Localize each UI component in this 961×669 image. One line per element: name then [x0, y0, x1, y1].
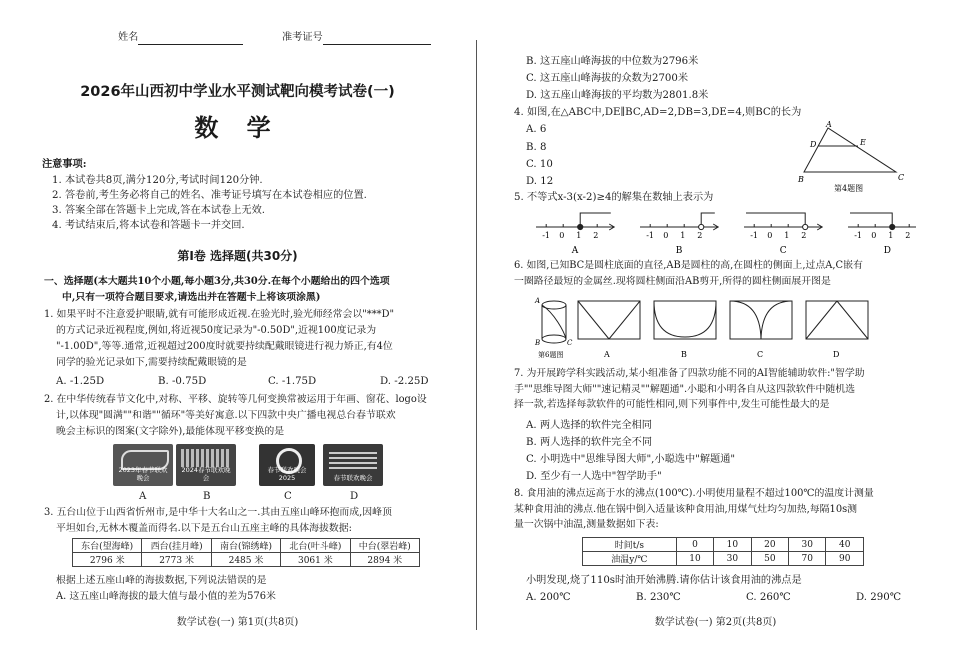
tick-label: -1: [854, 231, 862, 240]
tick-label: 2: [801, 231, 807, 240]
option-letter: C: [779, 246, 787, 256]
table-cell: 20: [751, 538, 788, 552]
q7-stem: 7. 为开展跨学科实践活动,某小组准备了四款功能不同的AI智能辅助软件:"智学助 手""思维导图大师""速记精灵""解题通".小聪和小明各自从这四款软件中随机选 择一款,若选择每款软件的可能性相同,则下列事件中,发生可能性最大的是: [514, 368, 865, 411]
table-cell: 2485 米: [211, 553, 280, 567]
q4-option-d[interactable]: D. 12: [526, 176, 554, 187]
table-header: 油温y/℃: [583, 552, 677, 566]
table-cell: 10: [714, 538, 751, 552]
left-footer: 数学试卷(一) 第1页(共8页): [176, 617, 299, 628]
page-divider: [476, 40, 477, 630]
q3-option-a[interactable]: A. 这五座山峰海拔的最大值与最小值的差为576米: [56, 591, 276, 602]
label-c: C: [898, 173, 905, 182]
ticket-blank[interactable]: [323, 33, 431, 45]
unfold-option-d[interactable]: [806, 301, 868, 359]
unfold-option-c[interactable]: [730, 301, 792, 359]
tick-label: 2: [593, 231, 599, 240]
unfold-option-a[interactable]: [578, 301, 640, 359]
tick-label: 0: [559, 231, 565, 240]
q1-line: "-1.00D",等等.通常,近视超过200度时就要持续配戴眼镜进行视力矫正,有4位: [56, 341, 393, 352]
q1-line: 1. 如果平时不注意爱护眼睛,就有可能形成近视.在验光时,验光师经常会以"***D": [44, 309, 395, 320]
svg-text:D: D: [833, 350, 840, 359]
option-letter: A: [571, 246, 579, 256]
right-page: [478, 0, 961, 669]
svg-text:B: B: [681, 350, 687, 359]
q2-option-a[interactable]: A: [139, 491, 147, 502]
section-intro: 中,只有一项符合题目要求,请选出并在答题卡上将该项涂黑): [62, 292, 321, 303]
q1-option-a[interactable]: A. -1.25D: [56, 376, 105, 387]
tick-label: 0: [767, 231, 773, 240]
q3-option-c[interactable]: C. 这五座山峰海拔的众数为2700米: [526, 73, 689, 84]
q4-caption: 第4题图: [834, 184, 864, 193]
label-b: B: [798, 175, 804, 184]
cylinder-figure: [534, 297, 573, 359]
logo-2023-image: 2023年春节联欢晚会: [113, 444, 173, 486]
tick-label: -1: [542, 231, 550, 240]
notice-item: 1. 本试卷共8页,满分120分,考试时间120分钟.: [52, 175, 263, 186]
q2-line: 计,以体现"圆满""和谐""循环"等美好寓意.以下四款中央广播电视总台春节联欢: [56, 410, 396, 421]
table-header: 中台(翠岩峰): [350, 539, 419, 553]
name-blank[interactable]: [138, 33, 243, 45]
svg-text:第6题图: 第6题图: [538, 351, 564, 359]
tick-label: -1: [646, 231, 654, 240]
table-cell: 90: [826, 552, 864, 566]
q5-stem: 5. 不等式x-3(x-2)≥4的解集在数轴上表示为: [514, 192, 714, 203]
table-header: 东台(望海峰): [73, 539, 142, 553]
q8-option-d[interactable]: D. 290℃: [856, 592, 902, 603]
table-cell: 2894 米: [350, 553, 419, 567]
table-header: 南台(锦绣峰): [211, 539, 280, 553]
q7-option-c[interactable]: C. 小明选中"思维导图大师",小聪选中"解题通": [526, 454, 736, 465]
svg-text:C: C: [567, 339, 573, 347]
tick-label: 2: [697, 231, 703, 240]
q8-stem: 8. 食用油的沸点远高于水的沸点(100℃).小明使用量程不超过100℃的温度计测量 某种食用油的沸点.他在锅中倒入适量该种食用油,用煤气灶均匀加热,每隔10s测 量一次锅中油温,测量数据如下表:: [514, 488, 874, 531]
q3-option-d[interactable]: D. 这五座山峰海拔的平均数为2801.8米: [526, 90, 709, 101]
label-a: A: [826, 120, 832, 129]
table-cell: 3061 米: [281, 553, 350, 567]
q2-option-b[interactable]: B: [203, 491, 211, 502]
q3-option-b[interactable]: B. 这五座山峰海拔的中位数为2796米: [526, 56, 699, 67]
q2-option-c[interactable]: C: [284, 491, 292, 502]
tick-label: 1: [784, 231, 790, 240]
q8-after: 小明发现,烧了110s时油开始沸腾.请你估计该食用油的沸点是: [526, 575, 802, 586]
table-header: 时间t/s: [583, 538, 677, 552]
q6-stem: 6. 如图,已知BC是圆柱底面的直径,AB是圆柱的高,在圆柱的侧面上,过点A,C嵌有 一圈路径最短的金属丝.现将圆柱侧面沿AB剪开,所得的圆柱侧面展开图是: [514, 260, 863, 287]
q3-line: 3. 五台山位于山西省忻州市,是中华十大名山之一.其由五座山峰环抱而成,因峰顶: [44, 507, 392, 518]
table-cell: 10: [676, 552, 713, 566]
table-cell: 2773 米: [142, 553, 211, 567]
notice-item: 3. 答案全部在答题卡上完成,答在本试卷上无效.: [52, 205, 265, 216]
number-line-option-c[interactable]: [744, 213, 822, 256]
q4-option-b[interactable]: B. 8: [526, 142, 547, 153]
q8-option-a[interactable]: A. 200℃: [526, 592, 571, 603]
left-page: [0, 0, 475, 669]
table-cell: 30: [714, 552, 751, 566]
q3-after: 根据上述五座山峰的海拔数据,下列说法错误的是: [56, 575, 267, 586]
q8-option-c[interactable]: C. 260℃: [746, 592, 791, 603]
table-header: 西台(挂月峰): [142, 539, 211, 553]
table-cell: 2796 米: [73, 553, 142, 567]
table-cell: 50: [751, 552, 788, 566]
svg-text:A: A: [535, 297, 541, 305]
right-footer: 数学试卷(一) 第2页(共8页): [654, 617, 777, 628]
exam-title: 2026年山西初中学业水平测试靶向模考试卷(一): [80, 84, 395, 100]
option-letter: D: [883, 246, 891, 256]
q7-option-b[interactable]: B. 两人选择的软件完全不同: [526, 437, 653, 448]
q1-option-c[interactable]: C. -1.75D: [268, 376, 317, 387]
q8-option-b[interactable]: B. 230℃: [636, 592, 681, 603]
label-d: D: [810, 140, 817, 149]
q1-option-b[interactable]: B. -0.75D: [158, 376, 207, 387]
subject-title: 数 学: [194, 114, 281, 142]
q1-line: 同学的验光记录如下,需要持续配戴眼镜的是: [56, 357, 247, 368]
table-cell: 40: [826, 538, 864, 552]
q2-line: 2. 在中华传统春节文化中,对称、平移、旋转等几何变换常被运用于年画、窗花、logo设: [44, 394, 427, 405]
q2-option-d[interactable]: D: [350, 491, 359, 502]
svg-text:A: A: [604, 350, 610, 359]
tick-label: 2: [905, 231, 911, 240]
peak-table: [72, 538, 420, 567]
q1-option-d[interactable]: D. -2.25D: [380, 376, 429, 387]
logo-2024-image: 2024春节联欢晚会: [176, 444, 236, 486]
ticket-field: 准考证号: [282, 30, 431, 45]
tick-label: 0: [871, 231, 877, 240]
q3-line: 平坦如台,无林木覆盖而得名.以下是五台山五座主峰的具体海拔数据:: [56, 523, 352, 534]
q2-line: 晚会主标识的图案(文字除外),最能体现平移变换的是: [56, 426, 285, 437]
name-field: 姓名: [118, 30, 243, 45]
tick-label: 1: [888, 231, 894, 240]
q6-cylinder-figures: [534, 293, 944, 365]
unfold-option-b[interactable]: [654, 301, 716, 359]
number-line-option-d[interactable]: [848, 213, 916, 256]
notice-heading: 注意事项:: [42, 158, 87, 170]
q5-number-lines: [536, 205, 916, 257]
q4-triangle-figure: [796, 120, 906, 195]
table-cell: 30: [789, 538, 826, 552]
svg-text:B: B: [535, 339, 541, 347]
label-e: E: [860, 138, 866, 147]
table-cell: 70: [789, 552, 826, 566]
tick-label: -1: [750, 231, 758, 240]
logo-2025-image: 春节联欢晚会2025: [259, 444, 315, 486]
number-line-option-a[interactable]: [536, 213, 614, 256]
q4-option-c[interactable]: C. 10: [526, 159, 553, 170]
q4-option-a[interactable]: A. 6: [526, 124, 547, 135]
q1-line: 的方式记录近视程度,例如,将近视50度记录为"-0.50D",近视100度记录为: [56, 325, 377, 336]
logo-d-image: 春节联欢晚会: [323, 444, 383, 486]
tick-label: 0: [663, 231, 669, 240]
section-intro: 一、选择题(本大题共10个小题,每小题3分,共30分.在每个小题给出的四个选项: [44, 276, 390, 287]
q7-option-d[interactable]: D. 至少有一人选中"智学助手": [526, 471, 662, 482]
notice-item: 2. 答卷前,考生务必将自己的姓名、准考证号填写在本试卷相应的位置.: [52, 190, 367, 201]
number-line-option-b[interactable]: [640, 213, 718, 256]
tick-label: 1: [576, 231, 582, 240]
table-cell: 0: [676, 538, 713, 552]
table-header: 北台(叶斗峰): [281, 539, 350, 553]
q4-stem: 4. 如图,在△ABC中,DE∥BC,AD=2,DB=3,DE=4,则BC的长为: [514, 107, 802, 118]
oil-temp-table: [582, 537, 864, 566]
notice-item: 4. 考试结束后,将本试卷和答题卡一并交回.: [52, 220, 245, 231]
svg-text:C: C: [757, 350, 764, 359]
q7-option-a[interactable]: A. 两人选择的软件完全相同: [526, 420, 652, 431]
option-letter: B: [675, 246, 683, 256]
tick-label: 1: [680, 231, 686, 240]
part-title: 第Ⅰ卷 选择题(共30分): [177, 249, 298, 263]
